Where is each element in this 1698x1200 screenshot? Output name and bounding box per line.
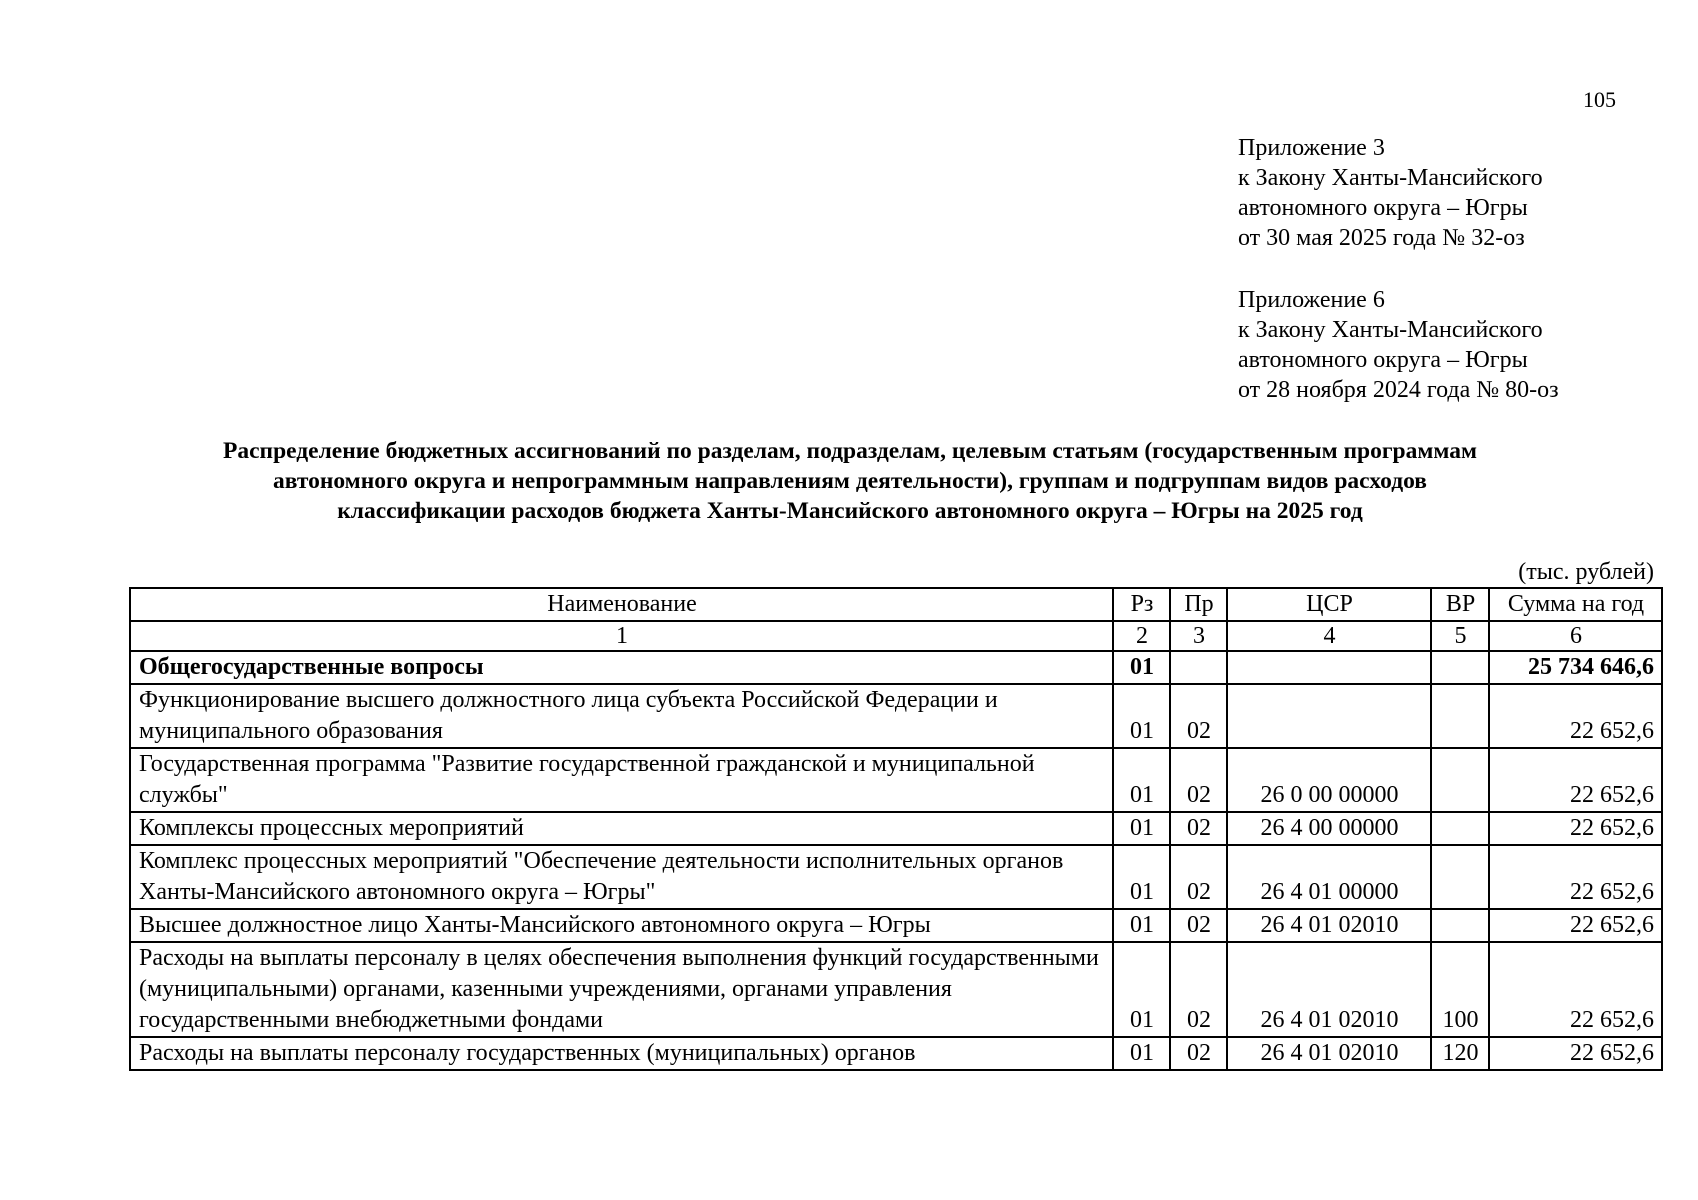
column-number: 5	[1431, 621, 1489, 651]
row-rz: 01	[1113, 748, 1170, 812]
row-vr	[1431, 651, 1489, 684]
table-row	[130, 748, 1662, 812]
appendix-6-header	[1238, 285, 1658, 405]
header-pr: Пр	[1170, 588, 1227, 621]
row-csr: 26 0 00 00000	[1227, 748, 1431, 812]
row-sum: 22 652,6	[1489, 748, 1662, 812]
header-vr: ВР	[1431, 588, 1489, 621]
table-row	[130, 942, 1662, 1037]
row-name: Комплекс процессных мероприятий "Обеспечение деятельности исполнительных органов Ханты-Мансийского автономного округа – Югры"	[130, 845, 1113, 909]
column-number: 3	[1170, 621, 1227, 651]
row-rz: 01	[1113, 909, 1170, 942]
row-rz: 01	[1113, 684, 1170, 748]
row-rz: 01	[1113, 942, 1170, 1037]
appendix-3-line: от 30 мая 2025 года № 32-оз	[1238, 225, 1525, 251]
row-vr	[1431, 845, 1489, 909]
title-line: классификации расходов бюджета Ханты-Мансийского автономного округа – Югры на 2025 год	[337, 498, 1363, 524]
row-sum: 22 652,6	[1489, 684, 1662, 748]
page-number: 105	[1583, 87, 1616, 112]
row-name: Функционирование высшего должностного лица субъекта Российской Федерации и муниципального образования	[130, 684, 1113, 748]
row-name: Высшее должностное лицо Ханты-Мансийского автономного округа – Югры	[130, 909, 1113, 942]
row-rz: 01	[1113, 845, 1170, 909]
row-pr: 02	[1170, 812, 1227, 845]
column-number: 6	[1489, 621, 1662, 651]
row-vr	[1431, 684, 1489, 748]
row-csr: 26 4 01 02010	[1227, 942, 1431, 1037]
header-rz: Рз	[1113, 588, 1170, 621]
row-pr: 02	[1170, 942, 1227, 1037]
header-name: Наименование	[130, 588, 1113, 621]
row-rz: 01	[1113, 1037, 1170, 1070]
row-name: Общегосударственные вопросы	[130, 651, 1113, 684]
row-vr	[1431, 748, 1489, 812]
appendix-6-line: к Закону Ханты-Мансийского	[1238, 317, 1543, 343]
column-number-row	[130, 621, 1662, 651]
row-sum: 22 652,6	[1489, 845, 1662, 909]
row-name: Расходы на выплаты персоналу государственных (муниципальных) органов	[130, 1037, 1113, 1070]
row-pr: 02	[1170, 1037, 1227, 1070]
header-csr: ЦСР	[1227, 588, 1431, 621]
table-row	[130, 1037, 1662, 1070]
budget-table	[129, 587, 1663, 1071]
row-pr: 02	[1170, 684, 1227, 748]
appendix-3-line: Приложение 3	[1238, 135, 1385, 161]
column-number: 1	[130, 621, 1113, 651]
title-line: Распределение бюджетных ассигнований по разделам, подразделам, целевым статьям (государственным программам	[223, 438, 1477, 464]
row-csr	[1227, 684, 1431, 748]
row-sum: 25 734 646,6	[1489, 651, 1662, 684]
row-vr	[1431, 812, 1489, 845]
row-csr: 26 4 01 00000	[1227, 845, 1431, 909]
table-row	[130, 845, 1662, 909]
row-rz: 01	[1113, 651, 1170, 684]
row-vr: 100	[1431, 942, 1489, 1037]
table-row	[130, 684, 1662, 748]
row-sum: 22 652,6	[1489, 1037, 1662, 1070]
row-vr: 120	[1431, 1037, 1489, 1070]
row-pr	[1170, 651, 1227, 684]
row-rz: 01	[1113, 812, 1170, 845]
row-pr: 02	[1170, 909, 1227, 942]
row-name: Расходы на выплаты персоналу в целях обеспечения выполнения функций государственными (муниципальными) органами, казенными учреждениями, органами управления государственными внебюджетными фондами	[130, 942, 1113, 1037]
row-sum: 22 652,6	[1489, 909, 1662, 942]
appendix-6-line: Приложение 6	[1238, 287, 1385, 313]
table-header-row	[130, 588, 1662, 621]
row-pr: 02	[1170, 748, 1227, 812]
table-row	[130, 812, 1662, 845]
table-row	[130, 651, 1662, 684]
row-name: Государственная программа "Развитие государственной гражданской и муниципальной службы"	[130, 748, 1113, 812]
appendix-3-line: автономного округа – Югры	[1238, 195, 1528, 221]
row-name: Комплексы процессных мероприятий	[130, 812, 1113, 845]
units-label: (тыс. рублей)	[1518, 559, 1654, 585]
table-row	[130, 909, 1662, 942]
document-title	[130, 436, 1570, 526]
row-csr: 26 4 01 02010	[1227, 909, 1431, 942]
column-number: 4	[1227, 621, 1431, 651]
appendix-3-line: к Закону Ханты-Мансийского	[1238, 165, 1543, 191]
column-number: 2	[1113, 621, 1170, 651]
row-csr: 26 4 00 00000	[1227, 812, 1431, 845]
appendix-6-line: от 28 ноября 2024 года № 80-оз	[1238, 377, 1559, 403]
row-csr	[1227, 651, 1431, 684]
header-sum: Сумма на год	[1489, 588, 1662, 621]
row-csr: 26 4 01 02010	[1227, 1037, 1431, 1070]
appendix-3-header	[1238, 133, 1658, 253]
row-sum: 22 652,6	[1489, 942, 1662, 1037]
row-pr: 02	[1170, 845, 1227, 909]
appendix-6-line: автономного округа – Югры	[1238, 347, 1528, 373]
title-line: автономного округа и непрограммным направлениям деятельности), группам и подгруппам видов расходов	[273, 468, 1427, 494]
row-vr	[1431, 909, 1489, 942]
row-sum: 22 652,6	[1489, 812, 1662, 845]
